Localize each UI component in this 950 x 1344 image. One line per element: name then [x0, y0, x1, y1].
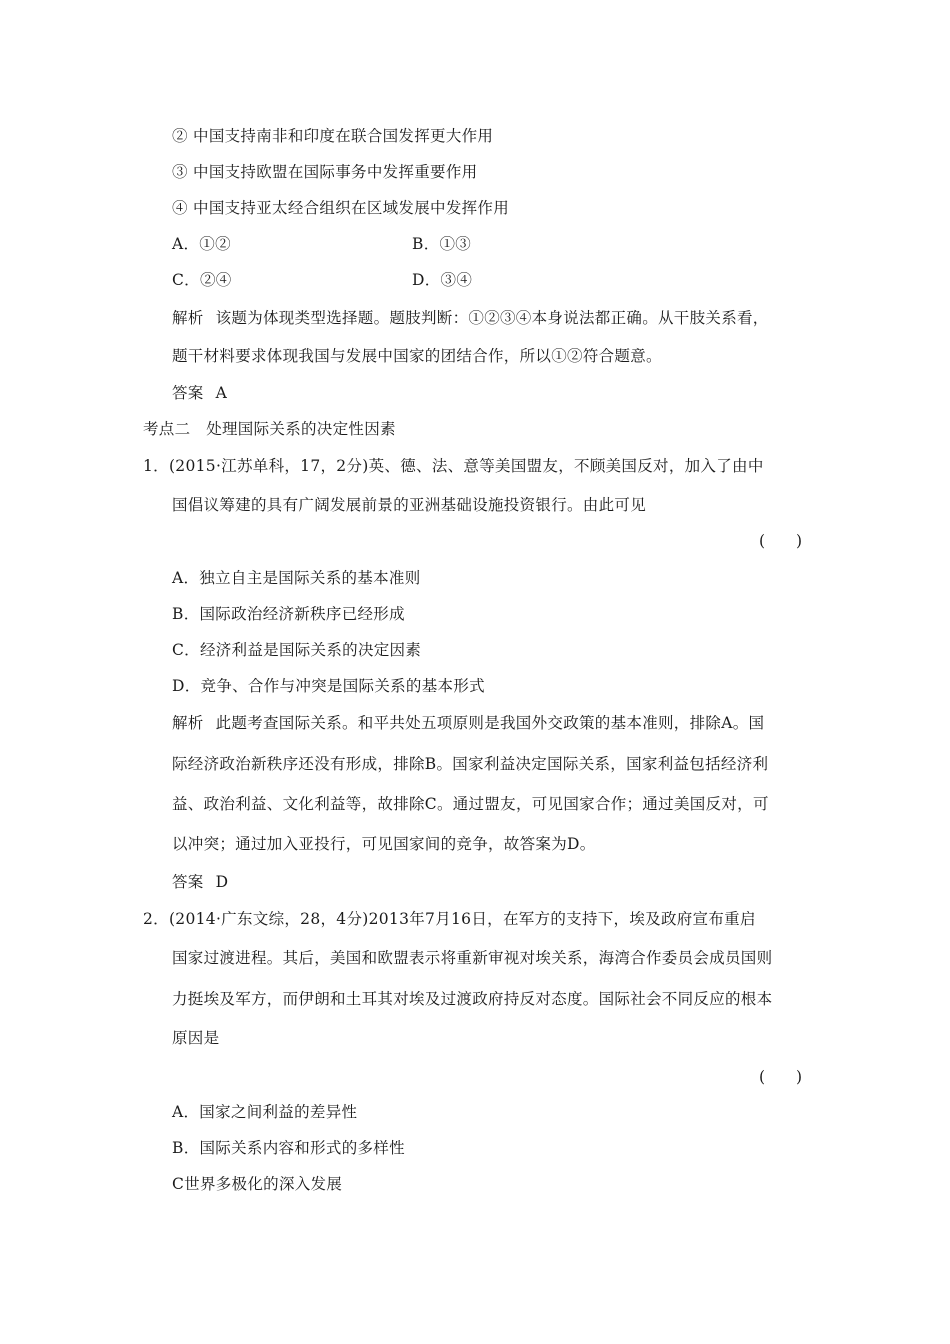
answer-label: 答案	[172, 873, 204, 891]
question-2-option-c: C世界多极化的深入发展	[172, 1175, 343, 1193]
question-1-stem-continuation: 国倡议筹建的具有广阔发展前景的亚洲基础设施投资银行。由此可见	[172, 496, 647, 514]
answer-label: 答案	[172, 384, 204, 402]
option-c: C．②④	[172, 271, 232, 289]
question-1-stem: 1．(2015·江苏单科，17，2分)英、德、法、意等美国盟友，不顾美国反对，加入了由中	[143, 457, 764, 475]
analysis-label: 解析	[172, 309, 204, 327]
question-1-analysis	[172, 712, 764, 734]
question-2-stem-line-3: 力挺埃及军方，而伊朗和土耳其对埃及过渡政府持反对态度。国际社会不同反应的根本	[172, 990, 773, 1008]
answer-value: D	[215, 873, 229, 891]
analysis-text: 该题为体现类型选择题。题肢判断：①②③④本身说法都正确。从干肢关系看，	[215, 309, 769, 327]
analysis-continuation: 题干材料要求体现我国与发展中国家的团结合作，所以①②符合题意。	[172, 347, 662, 365]
statement-4: ④ 中国支持亚太经合组织在区域发展中发挥作用	[172, 199, 510, 217]
question-2-option-b: B．国际关系内容和形式的多样性	[172, 1139, 405, 1157]
option-d: D．③④	[412, 271, 473, 289]
question-2-stem-line-2: 国家过渡进程。其后，美国和欧盟表示将重新审视对埃关系，海湾合作委员会成员国则	[172, 949, 773, 967]
question-1-analysis-line-2: 际经济政治新秩序还没有形成，排除B。国家利益决定国际关系，国家利益包括经济利	[172, 755, 769, 773]
section-heading: 考点二 处理国际关系的决定性因素	[143, 420, 396, 438]
question-1-option-c: C．经济利益是国际关系的决定因素	[172, 641, 422, 659]
question-1-answer-bracket: ( )	[759, 532, 803, 550]
question-1-option-a: A．独立自主是国际关系的基本准则	[172, 569, 421, 587]
analysis-paragraph	[172, 307, 769, 329]
option-a: A．①②	[172, 235, 231, 253]
statement-2: ② 中国支持南非和印度在联合国发挥更大作用	[172, 127, 494, 145]
answer-value: A	[215, 384, 228, 402]
analysis-label: 解析	[172, 714, 204, 732]
question-1-analysis-line-4: 以冲突；通过加入亚投行，可见国家间的竞争，故答案为D。	[172, 835, 596, 853]
option-b: B．①③	[412, 235, 472, 253]
question-2-stem: 2．(2014·广东文综，28，4分)2013年7月16日，在军方的支持下，埃及政府宣布重启	[143, 910, 756, 928]
question-1-answer	[172, 871, 228, 893]
analysis-text: 此题考查国际关系。和平共处五项原则是我国外交政策的基本准则，排除A。国	[215, 714, 765, 732]
question-2-option-a: A．国家之间利益的差异性	[172, 1103, 358, 1121]
answer-line	[172, 382, 227, 404]
question-1-analysis-line-3: 益、政治利益、文化利益等，故排除C。通过盟友，可见国家合作；通过美国反对，可	[172, 795, 769, 813]
statement-3: ③ 中国支持欧盟在国际事务中发挥重要作用	[172, 163, 478, 181]
question-2-answer-bracket: ( )	[759, 1068, 803, 1086]
question-1-option-b: B．国际政治经济新秩序已经形成	[172, 605, 405, 623]
question-2-stem-line-4: 原因是	[172, 1029, 220, 1047]
question-1-option-d: D．竞争、合作与冲突是国际关系的基本形式	[172, 677, 485, 695]
